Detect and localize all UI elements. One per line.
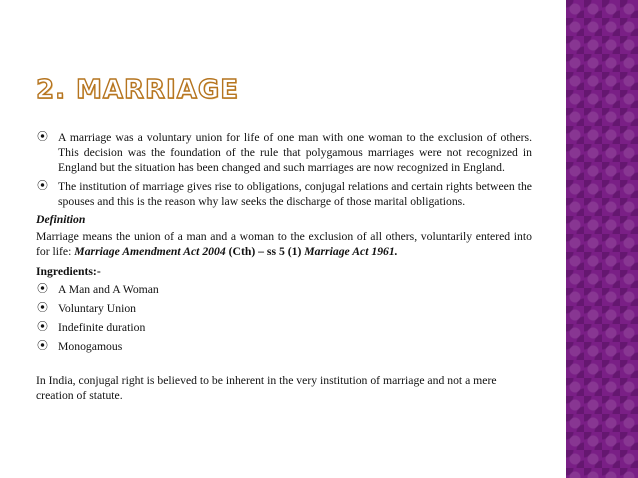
ingredient-item xyxy=(36,301,532,316)
circle-dot-icon: ⦿ xyxy=(37,179,48,192)
ingredient-text: A Man and A Woman xyxy=(58,282,159,296)
bullet-item xyxy=(36,179,532,209)
spacer xyxy=(36,359,532,373)
circle-dot-icon: ⦿ xyxy=(37,340,48,353)
decorative-sidebar xyxy=(566,0,638,478)
slide-content xyxy=(36,130,532,406)
ingredients-heading: Ingredients:- xyxy=(36,264,101,278)
circle-dot-icon: ⦿ xyxy=(37,131,48,143)
ingredient-text: Monogamous xyxy=(58,340,123,354)
circle-dot-icon: ⦿ xyxy=(37,321,48,334)
bullet-text: The institution of marriage gives rise to obligations, conjugal relations and certain rights between the spouses and this is the reason why law seeks the discharge of those marital obligations. xyxy=(58,179,532,208)
ingredient-item xyxy=(36,282,532,297)
ingredient-text: Indefinite duration xyxy=(58,321,146,335)
definition-ref-act-1961: Marriage Act 1961. xyxy=(304,245,398,259)
definition-text xyxy=(36,229,532,259)
ingredient-item xyxy=(36,320,532,335)
bullet-item xyxy=(36,130,532,176)
circle-dot-icon: ⦿ xyxy=(37,302,48,315)
definition-heading: Definition xyxy=(36,213,86,227)
bullet-text: A marriage was a voluntary union for life of one man with one woman to the exclusion of others. This decision was the foundation of the rule that polygamous marriages were not recognized in England but the situation has been changed and such marriages are now recognized in England. xyxy=(58,131,532,175)
ingredient-item xyxy=(36,339,532,354)
closing-paragraph: In India, conjugal right is believed to be inherent in the very institution of marriage and not a mere creation of statute. xyxy=(36,373,497,402)
definition-ref-section: (Cth) – ss 5 (1) xyxy=(225,245,305,259)
slide-title: 2. MARRIAGE xyxy=(36,75,239,105)
definition-body: Marriage means the union of a man and a woman to the exclusion of all others, voluntarily entered into for life: xyxy=(36,230,532,259)
circle-dot-icon: ⦿ xyxy=(37,282,48,295)
ingredient-text: Voluntary Union xyxy=(58,302,137,316)
definition-ref-act-2004: Marriage Amendment Act 2004 xyxy=(74,245,226,259)
